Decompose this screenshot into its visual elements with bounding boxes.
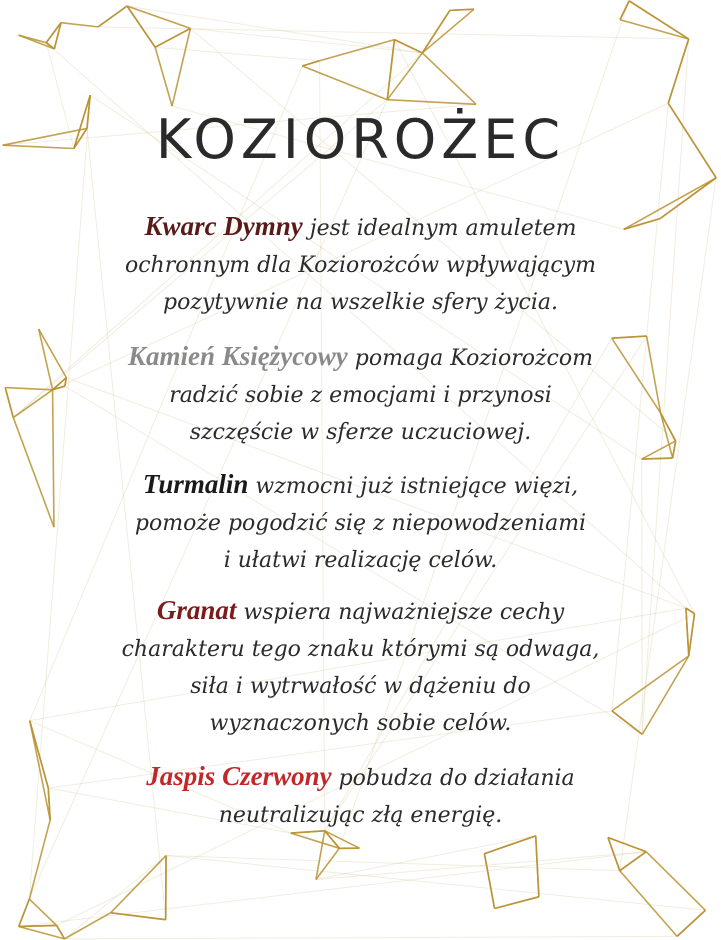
paragraph-text: siła i wytrwałość w dążeniu do bbox=[190, 674, 531, 699]
paragraph-text: jest idealnym amuletem bbox=[309, 216, 577, 241]
paragraph-turmalin bbox=[60, 466, 661, 579]
paragraph-text: charakteru tego znaku którymi są odwaga, bbox=[121, 637, 600, 662]
paragraph-jaspis-czerwony bbox=[60, 758, 661, 834]
paragraph-text: pozytywnie na wszelkie sfery życia. bbox=[163, 290, 558, 315]
paragraph-text: wspiera najważniejsze cechy bbox=[243, 600, 565, 625]
paragraph-line bbox=[60, 758, 661, 797]
paragraph-text: szczęście w sferze uczuciowej. bbox=[189, 420, 532, 445]
stone-name: Kamień Księżycowy bbox=[128, 341, 348, 371]
paragraph-text: radzić sobie z emocjami i przynosi bbox=[169, 383, 552, 408]
stone-name: Jaspis Czerwony bbox=[146, 761, 332, 791]
paragraph-granat bbox=[60, 592, 661, 742]
paragraph-kwarc-dymny bbox=[60, 208, 661, 321]
paragraph-text: pobudza do działania bbox=[338, 766, 575, 791]
paragraph-line bbox=[60, 592, 661, 631]
paragraph-text: pomaga Koziorożcom bbox=[354, 346, 593, 371]
paragraph-text: neutralizując złą energię. bbox=[218, 803, 503, 828]
paragraph-text: pomoże pogodzić się z niepowodzeniami bbox=[134, 511, 587, 536]
paragraph-text: wyznaczonych sobie celów. bbox=[209, 711, 512, 736]
paragraph-line bbox=[60, 208, 661, 247]
stone-name: Kwarc Dymny bbox=[144, 211, 303, 241]
paragraph-text: wzmocni już istniejące więzi, bbox=[255, 474, 579, 499]
stone-name: Granat bbox=[156, 595, 237, 625]
stone-name: Turmalin bbox=[142, 469, 249, 499]
paragraph-text: ochronnym dla Koziorożców wpływającym bbox=[124, 253, 597, 278]
paragraph-line bbox=[60, 338, 661, 377]
paragraph-kamien-ksiezycowy bbox=[60, 338, 661, 451]
page-title: KOZIOROŻEC bbox=[155, 108, 566, 171]
paragraph-text: i ułatwi realizację celów. bbox=[223, 548, 498, 573]
paragraph-line bbox=[60, 466, 661, 505]
